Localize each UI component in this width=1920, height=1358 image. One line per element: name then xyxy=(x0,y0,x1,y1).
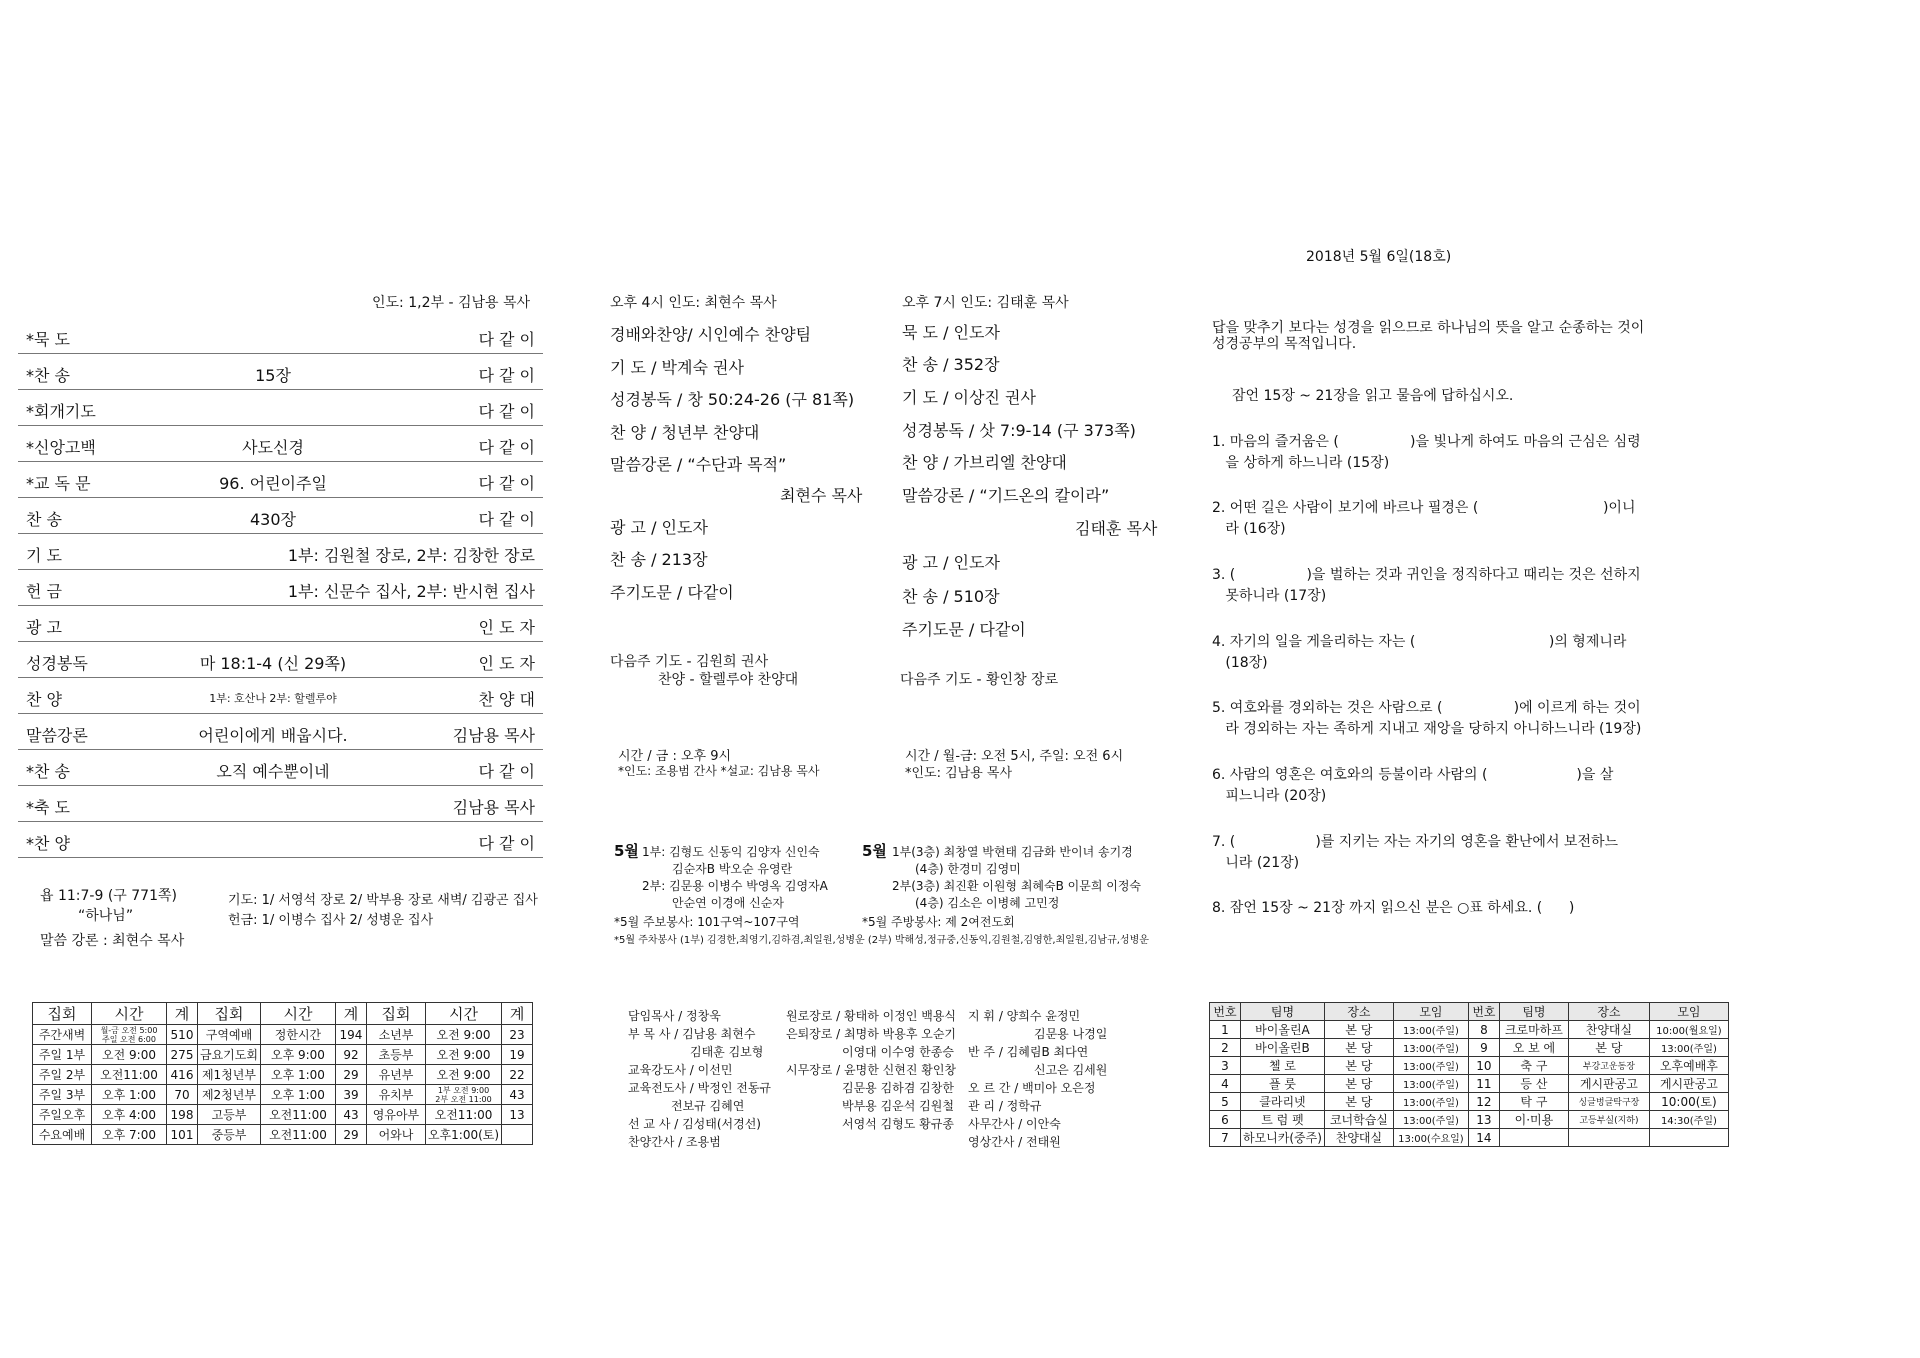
order-item-leader: 1부: 김원철 장로, 2부: 김창한 장로 xyxy=(287,546,535,565)
team-cell: 12 xyxy=(1468,1093,1499,1111)
afternoon-order-line: 말씀강론 / “수단과 목적” xyxy=(610,455,787,474)
may-service-line: 김순자B 박오순 유영란 xyxy=(672,862,793,876)
staff-line: 부 목 사 / 김남용 최현수 xyxy=(628,1027,756,1041)
may-parking-service: *5월 주차봉사 (1부) 김경한,최영기,김하겸,최일원,성병운 (2부) 박해성,정규중,신동익,김원철,김영한,최일원,김남규,성병운 xyxy=(614,935,1149,946)
team-cell: 오후예배후 xyxy=(1649,1057,1728,1075)
order-item-name: *교 독 문 xyxy=(26,474,91,493)
team-cell: 오 보 에 xyxy=(1499,1039,1568,1057)
afternoon-order-line: 광 고 / 인도자 xyxy=(610,518,708,537)
team-row xyxy=(1210,1093,1729,1111)
bible-study-question: 7. ( )를 지키는 자는 자기의 영혼을 환난에서 보전하느 니라 (21장) xyxy=(1212,834,1619,871)
order-item-name: 광 고 xyxy=(26,618,62,637)
order-item-content: 1부: 호산나 2부: 할렐루야 xyxy=(209,692,337,705)
order-item-name: *찬 송 xyxy=(26,366,70,385)
order-item-leader: 인 도 자 xyxy=(478,618,535,637)
attendance-cell: 금요기도회 xyxy=(198,1045,261,1065)
team-cell: 1 xyxy=(1210,1021,1241,1039)
attendance-table xyxy=(32,1002,533,1145)
order-item-name: *찬 송 xyxy=(26,762,70,781)
team-cell: 등 산 xyxy=(1499,1075,1568,1093)
attendance-header-cell: 계 xyxy=(335,1003,366,1025)
team-header-cell: 장소 xyxy=(1568,1003,1649,1021)
worship-order-row xyxy=(18,750,543,786)
attendance-cell: 13 xyxy=(502,1105,533,1125)
may-service-line: (4층) 김소은 이병혜 고민정 xyxy=(915,896,1060,910)
attendance-row xyxy=(33,1105,533,1125)
order-item-name: *축 도 xyxy=(26,798,70,817)
staff-line: 박부용 김운석 김원철 xyxy=(842,1099,954,1113)
team-cell xyxy=(1568,1129,1649,1147)
next-week-title: “하나님” xyxy=(78,908,134,924)
staff-line: 김문용 나경일 xyxy=(1034,1027,1108,1041)
attendance-header-cell: 시간 xyxy=(92,1003,167,1025)
attendance-cell: 오후 1:00 xyxy=(260,1085,335,1105)
team-table xyxy=(1209,1002,1729,1147)
attendance-cell: 오전 9:00 xyxy=(92,1045,167,1065)
team-cell: 본 당 xyxy=(1324,1093,1393,1111)
team-cell: 5 xyxy=(1210,1093,1241,1111)
team-cell: 본 당 xyxy=(1568,1039,1649,1057)
team-cell: 3 xyxy=(1210,1057,1241,1075)
may-service-line: 1부: 김형도 신동익 김양자 신인숙 xyxy=(642,845,820,859)
order-item-name: 찬 송 xyxy=(26,510,62,529)
team-cell: 부강고운동장 xyxy=(1568,1057,1649,1075)
afternoon-order-line: 찬 송 / 213장 xyxy=(610,550,708,569)
worship-order-row xyxy=(18,786,543,822)
attendance-cell: 29 xyxy=(335,1065,366,1085)
afternoon-order-line: 주기도문 / 다같이 xyxy=(610,583,734,602)
order-item-leader: 1부: 신문수 집사, 2부: 반시현 집사 xyxy=(287,582,535,601)
attendance-cell: 정한시간 xyxy=(260,1025,335,1045)
bible-study-instruction: 잠언 15장 ~ 21장을 읽고 물음에 답하십시오. xyxy=(1232,388,1514,404)
attendance-header-cell: 계 xyxy=(167,1003,198,1025)
worship-order-row xyxy=(18,390,543,426)
staff-line: 서영석 김형도 황규종 xyxy=(842,1117,954,1131)
attendance-cell: 제1청년부 xyxy=(198,1065,261,1085)
attendance-cell: 수요예배 xyxy=(33,1125,92,1145)
attendance-cell: 39 xyxy=(335,1085,366,1105)
attendance-cell: 유치부 xyxy=(366,1085,425,1105)
team-header-cell: 모임 xyxy=(1393,1003,1468,1021)
team-cell: 4 xyxy=(1210,1075,1241,1093)
team-cell: 찬양대실 xyxy=(1324,1129,1393,1147)
team-cell: 싱글벙글탁구장 xyxy=(1568,1093,1649,1111)
attendance-cell: 43 xyxy=(502,1085,533,1105)
attendance-cell: 43 xyxy=(335,1105,366,1125)
staff-line: 관 리 / 정학규 xyxy=(968,1099,1042,1113)
order-item-content: 사도신경 xyxy=(242,438,304,457)
team-row xyxy=(1210,1111,1729,1129)
order-item-leader: 인 도 자 xyxy=(478,654,535,673)
may-service-line: 2부: 김문용 이병수 박영옥 김영자A xyxy=(642,879,828,893)
worship-order-header: 인도: 1,2부 - 김남용 목사 xyxy=(372,295,531,311)
team-cell: 13:00(수요일) xyxy=(1393,1129,1468,1147)
afternoon-next-prayer: 다음주 기도 - 김원희 권사 xyxy=(610,654,769,670)
attendance-cell: 주일오후 xyxy=(33,1105,92,1125)
staff-line: 이영대 이수영 한종승 xyxy=(842,1045,954,1059)
attendance-cell: 오후1:00(토) xyxy=(425,1125,501,1145)
team-header-cell: 장소 xyxy=(1324,1003,1393,1021)
may-service-line: (4층) 한경미 김영미 xyxy=(915,862,1021,876)
team-cell: 13:00(주일) xyxy=(1393,1039,1468,1057)
bible-study-question: 4. 자기의 일을 게을리하는 자는 ( )의 형제니라 (18장) xyxy=(1212,634,1627,671)
team-cell: 본 당 xyxy=(1324,1075,1393,1093)
team-cell: 8 xyxy=(1468,1021,1499,1039)
staff-line: 오 르 간 / 백미아 오은정 xyxy=(968,1081,1096,1095)
team-row xyxy=(1210,1075,1729,1093)
order-item-content: 오직 예수뿐이네 xyxy=(216,762,330,781)
worship-order-row xyxy=(18,642,543,678)
team-cell: 11 xyxy=(1468,1075,1499,1093)
team-header-cell: 번호 xyxy=(1210,1003,1241,1021)
attendance-cell: 월-금 오전 5:00 주일 오전 6:00 xyxy=(92,1025,167,1045)
order-item-name: *신앙고백 xyxy=(26,438,96,457)
team-cell: 바이올린A xyxy=(1241,1021,1325,1039)
evening-order-line: 찬 송 / 510장 xyxy=(902,587,1000,606)
team-cell: 9 xyxy=(1468,1039,1499,1057)
attendance-cell: 29 xyxy=(335,1125,366,1145)
attendance-row xyxy=(33,1065,533,1085)
order-item-leader: 다 같 이 xyxy=(478,474,535,493)
order-item-leader: 다 같 이 xyxy=(478,834,535,853)
attendance-cell: 주간새벽 xyxy=(33,1025,92,1045)
worship-order-row xyxy=(18,462,543,498)
bible-study-question: 2. 어떤 길은 사람이 보기에 바르나 필경은 ( )이니 라 (16장) xyxy=(1212,500,1636,537)
worship-order-row xyxy=(18,678,543,714)
may-service-line: 2부(3층) 최진환 이원형 최혜숙B 이문희 이정숙 xyxy=(892,879,1142,893)
team-cell xyxy=(1499,1129,1568,1147)
next-week-sermon: 말씀 강론 : 최현수 목사 xyxy=(40,933,185,949)
team-header-cell: 팀명 xyxy=(1499,1003,1568,1021)
may-label-left: 5월 xyxy=(614,842,639,860)
attendance-cell: 오전 9:00 xyxy=(425,1025,501,1045)
evening-order-line: 기 도 / 이상진 권사 xyxy=(902,388,1036,407)
order-item-content: 마 18:1-4 (신 29쪽) xyxy=(199,654,347,673)
attendance-cell: 198 xyxy=(167,1105,198,1125)
attendance-cell: 주일 2부 xyxy=(33,1065,92,1085)
attendance-cell: 416 xyxy=(167,1065,198,1085)
bible-study-intro: 답을 맞추기 보다는 성경을 읽으므로 하나님의 뜻을 알고 순종하는 것이 성경공부의 목적입니다. xyxy=(1212,320,1645,352)
staff-line: 교육전도사 / 박정인 전동규 xyxy=(628,1081,771,1095)
attendance-cell: 오전11:00 xyxy=(425,1105,501,1125)
staff-line: 사무간사 / 이안숙 xyxy=(968,1117,1061,1131)
team-cell: 13:00(주일) xyxy=(1393,1111,1468,1129)
staff-line: 영상간사 / 전태원 xyxy=(968,1135,1061,1149)
attendance-cell: 510 xyxy=(167,1025,198,1045)
evening-order-line: 찬 송 / 352장 xyxy=(902,355,1000,374)
staff-line: 원로장로 / 황태하 이정인 백용식 xyxy=(786,1009,956,1023)
next-week-scripture: 욥 11:7-9 (구 771쪽) xyxy=(40,888,177,904)
order-item-name: 말씀강론 xyxy=(26,726,88,745)
attendance-header-cell: 시간 xyxy=(425,1003,501,1025)
attendance-row xyxy=(33,1085,533,1105)
may-service-line: 1부(3층) 최창열 박현태 김금화 반이녀 송기경 xyxy=(892,845,1133,859)
evening-order-line: 찬 양 / 가브리엘 찬양대 xyxy=(902,453,1067,472)
team-cell: 본 당 xyxy=(1324,1057,1393,1075)
team-cell: 본 당 xyxy=(1324,1039,1393,1057)
worship-order-row xyxy=(18,822,543,858)
attendance-cell: 오전 9:00 xyxy=(425,1045,501,1065)
order-item-name: 헌 금 xyxy=(26,582,62,601)
attendance-header-cell: 집회 xyxy=(198,1003,261,1025)
attendance-cell: 오전11:00 xyxy=(92,1065,167,1085)
attendance-cell: 오전11:00 xyxy=(260,1125,335,1145)
attendance-cell: 오후 9:00 xyxy=(260,1045,335,1065)
attendance-cell: 19 xyxy=(502,1045,533,1065)
worship-order-row xyxy=(18,570,543,606)
team-cell: 10 xyxy=(1468,1057,1499,1075)
team-cell: 클라리넷 xyxy=(1241,1093,1325,1111)
attendance-cell: 101 xyxy=(167,1125,198,1145)
may-kitchen-service: *5월 주방봉사: 제 2여전도회 xyxy=(862,915,1015,929)
team-cell xyxy=(1649,1129,1728,1147)
worship-order-row xyxy=(18,534,543,570)
team-row xyxy=(1210,1057,1729,1075)
attendance-row xyxy=(33,1045,533,1065)
order-item-leader: 다 같 이 xyxy=(478,330,535,349)
bible-study-question: 8. 잠언 15장 ~ 21장 까지 읽으신 분은 ○표 하세요. ( ) xyxy=(1212,900,1575,916)
may-bulletin-service: *5월 주보봉사: 101구역~107구역 xyxy=(614,915,800,929)
evening-order-line: 김태훈 목사 xyxy=(1075,519,1158,538)
bible-study-question: 1. 마음의 즐거움은 ( )을 빛나게 하여도 마음의 근심은 심령 을 상하게 하느니라 (15장) xyxy=(1212,434,1641,471)
evening-next-prayer: 다음주 기도 - 황인창 장로 xyxy=(900,672,1059,688)
team-cell: 14:30(주일) xyxy=(1649,1111,1728,1129)
attendance-cell: 소년부 xyxy=(366,1025,425,1045)
team-cell: 하모니카(중주) xyxy=(1241,1129,1325,1147)
team-cell: 코너학습실 xyxy=(1324,1111,1393,1129)
next-week-prayer: 기도: 1/ 서영석 장로 2/ 박부용 장로 새벽/ 김광곤 집사 xyxy=(228,893,538,908)
staff-line: 선 교 사 / 김성태(서경선) xyxy=(628,1117,761,1131)
team-cell: 탁 구 xyxy=(1499,1093,1568,1111)
attendance-cell: 23 xyxy=(502,1025,533,1045)
team-cell: 13:00(주일) xyxy=(1393,1021,1468,1039)
order-item-name: 찬 양 xyxy=(26,690,62,709)
evening-order-line: 말씀강론 / “기드온의 칼이라” xyxy=(902,486,1110,505)
staff-line: 은퇴장로 / 최명하 박용후 오순기 xyxy=(786,1027,956,1041)
staff-line: 김문용 김하겸 김창한 xyxy=(842,1081,954,1095)
order-item-leader: 찬 양 대 xyxy=(478,690,535,709)
dawn-prayer-time: 시간 / 월-금: 오전 5시, 주일: 오전 6시 xyxy=(905,749,1124,764)
team-cell: 13:00(주일) xyxy=(1649,1039,1728,1057)
order-item-leader: 다 같 이 xyxy=(478,438,535,457)
afternoon-order-line: 찬 양 / 청년부 찬양대 xyxy=(610,423,760,442)
order-item-content: 15장 xyxy=(255,366,291,385)
attendance-cell: 초등부 xyxy=(366,1045,425,1065)
afternoon-next-praise: 찬양 - 할렐루야 찬양대 xyxy=(658,672,799,688)
attendance-cell: 오후 1:00 xyxy=(260,1065,335,1085)
team-cell: 7 xyxy=(1210,1129,1241,1147)
evening-order-line: 주기도문 / 다같이 xyxy=(902,620,1026,639)
attendance-cell: 194 xyxy=(335,1025,366,1045)
bible-study-question: 3. ( )을 벌하는 것과 귀인을 정직하다고 때리는 것은 선하지 못하니라 (17장) xyxy=(1212,567,1641,604)
staff-line: 시무장로 / 윤명한 신현진 황인창 xyxy=(786,1063,956,1077)
order-item-name: *회개기도 xyxy=(26,402,96,421)
afternoon-order-line: 기 도 / 박계숙 권사 xyxy=(610,358,744,377)
attendance-header-cell: 시간 xyxy=(260,1003,335,1025)
dawn-prayer-leader: *인도: 김남용 목사 xyxy=(905,766,1013,781)
worship-order-row xyxy=(18,606,543,642)
worship-order-row xyxy=(18,426,543,462)
team-header-cell: 팀명 xyxy=(1241,1003,1325,1021)
order-item-content: 96. 어린이주일 xyxy=(219,474,327,493)
attendance-header-cell: 집회 xyxy=(33,1003,92,1025)
team-cell: 6 xyxy=(1210,1111,1241,1129)
attendance-cell: 1부 오전 9:00 2부 오전 11:00 xyxy=(425,1085,501,1105)
staff-line: 전보규 김혜연 xyxy=(671,1099,745,1113)
afternoon-order-line: 경배와찬양/ 시인예수 찬양팀 xyxy=(610,325,812,344)
team-cell: 첼 로 xyxy=(1241,1057,1325,1075)
team-cell: 10:00(월요일) xyxy=(1649,1021,1728,1039)
order-item-leader: 김남용 목사 xyxy=(452,798,535,817)
staff-line: 담임목사 / 정창욱 xyxy=(628,1009,721,1023)
team-cell: 13 xyxy=(1468,1111,1499,1129)
attendance-row xyxy=(33,1125,533,1145)
afternoon-order-line: 최현수 목사 xyxy=(780,486,863,505)
staff-line: 교육강도사 / 이선민 xyxy=(628,1063,733,1077)
staff-line: 반 주 / 김혜림B 최다연 xyxy=(968,1045,1089,1059)
bible-study-question: 6. 사람의 영혼은 여호와의 등불이라 사람의 ( )을 살 피느니라 (20장) xyxy=(1212,767,1614,804)
order-item-leader: 다 같 이 xyxy=(478,366,535,385)
order-item-content: 430장 xyxy=(250,510,296,529)
attendance-cell: 오후 1:00 xyxy=(92,1085,167,1105)
team-cell: 찬양대실 xyxy=(1568,1021,1649,1039)
bulletin-date: 2018년 5월 6일(18호) xyxy=(1306,249,1452,265)
attendance-cell: 오전 9:00 xyxy=(425,1065,501,1085)
order-item-content: 어린이에게 배웁시다. xyxy=(198,726,348,745)
team-cell: 게시판공고 xyxy=(1568,1075,1649,1093)
evening-order-line: 광 고 / 인도자 xyxy=(902,553,1000,572)
attendance-header-cell: 집회 xyxy=(366,1003,425,1025)
worship-order-row xyxy=(18,318,543,354)
attendance-cell: 오후 4:00 xyxy=(92,1105,167,1125)
may-label-right: 5월 xyxy=(862,842,887,860)
worship-order-list xyxy=(18,318,543,858)
attendance-cell: 유년부 xyxy=(366,1065,425,1085)
team-cell: 크로마하프 xyxy=(1499,1021,1568,1039)
worship-order-row xyxy=(18,714,543,750)
attendance-cell: 275 xyxy=(167,1045,198,1065)
evening-order-line: 성경봉독 / 삿 7:9-14 (구 373쪽) xyxy=(902,421,1136,440)
attendance-cell: 오후 7:00 xyxy=(92,1125,167,1145)
team-cell: 13:00(주일) xyxy=(1393,1075,1468,1093)
evening-order-line: 묵 도 / 인도자 xyxy=(902,323,1000,342)
team-row xyxy=(1210,1021,1729,1039)
team-header-cell: 번호 xyxy=(1468,1003,1499,1021)
attendance-row xyxy=(33,1025,533,1045)
attendance-cell: 제2청년부 xyxy=(198,1085,261,1105)
attendance-cell: 영유아부 xyxy=(366,1105,425,1125)
attendance-cell xyxy=(502,1125,533,1145)
attendance-cell: 오전11:00 xyxy=(260,1105,335,1125)
friday-prayer-time: 시간 / 금 : 오후 9시 xyxy=(618,749,732,764)
team-cell: 10:00(토) xyxy=(1649,1093,1728,1111)
team-row xyxy=(1210,1129,1729,1147)
attendance-cell: 중등부 xyxy=(198,1125,261,1145)
team-header-cell: 모임 xyxy=(1649,1003,1728,1021)
order-item-name: 기 도 xyxy=(26,546,62,565)
staff-line: 지 휘 / 양희수 윤정민 xyxy=(968,1009,1081,1023)
may-service-line: 안순연 이경애 신순자 xyxy=(672,896,784,910)
order-item-leader: 다 같 이 xyxy=(478,402,535,421)
bible-study-question: 5. 여호와를 경외하는 것은 사람으로 ( )에 이르게 하는 것이 라 경외하는 자는 족하게 지내고 재앙을 당하지 아니하느니라 (19장) xyxy=(1212,700,1642,737)
afternoon-order-line: 성경봉독 / 창 50:24-26 (구 81쪽) xyxy=(610,390,855,409)
staff-line: 김태훈 김보형 xyxy=(690,1045,764,1059)
team-cell: 본 당 xyxy=(1324,1021,1393,1039)
order-item-leader: 다 같 이 xyxy=(478,762,535,781)
attendance-cell: 주일 3부 xyxy=(33,1085,92,1105)
team-cell: 이·미용 xyxy=(1499,1111,1568,1129)
team-cell: 바이올린B xyxy=(1241,1039,1325,1057)
evening-service-header: 오후 7시 인도: 김태훈 목사 xyxy=(902,295,1069,311)
team-cell: 축 구 xyxy=(1499,1057,1568,1075)
attendance-cell: 고등부 xyxy=(198,1105,261,1125)
staff-line: 신고은 김세원 xyxy=(1034,1063,1108,1077)
order-item-name: *찬 양 xyxy=(26,834,70,853)
attendance-cell: 70 xyxy=(167,1085,198,1105)
attendance-cell: 어와나 xyxy=(366,1125,425,1145)
team-cell: 게시판공고 xyxy=(1649,1075,1728,1093)
friday-prayer-leaders: *인도: 조용범 간사 *설교: 김남용 목사 xyxy=(618,764,820,778)
attendance-cell: 92 xyxy=(335,1045,366,1065)
attendance-cell: 주일 1부 xyxy=(33,1045,92,1065)
team-cell: 14 xyxy=(1468,1129,1499,1147)
attendance-cell: 22 xyxy=(502,1065,533,1085)
team-cell: 2 xyxy=(1210,1039,1241,1057)
staff-line: 찬양간사 / 조용범 xyxy=(628,1135,721,1149)
team-cell: 13:00(주일) xyxy=(1393,1093,1468,1111)
next-week-offering: 헌금: 1/ 이병수 집사 2/ 성병운 집사 xyxy=(228,913,434,928)
team-cell: 플 룻 xyxy=(1241,1075,1325,1093)
team-cell: 13:00(주일) xyxy=(1393,1057,1468,1075)
team-cell: 고등부실(지하) xyxy=(1568,1111,1649,1129)
afternoon-service-header: 오후 4시 인도: 최현수 목사 xyxy=(610,295,777,311)
order-item-name: 성경봉독 xyxy=(26,654,88,673)
order-item-leader: 김남용 목사 xyxy=(452,726,535,745)
attendance-cell: 구역예배 xyxy=(198,1025,261,1045)
order-item-leader: 다 같 이 xyxy=(478,510,535,529)
team-cell: 트 럼 펫 xyxy=(1241,1111,1325,1129)
worship-order-row xyxy=(18,498,543,534)
worship-order-row xyxy=(18,354,543,390)
attendance-header-cell: 계 xyxy=(502,1003,533,1025)
team-row xyxy=(1210,1039,1729,1057)
order-item-name: *묵 도 xyxy=(26,330,70,349)
